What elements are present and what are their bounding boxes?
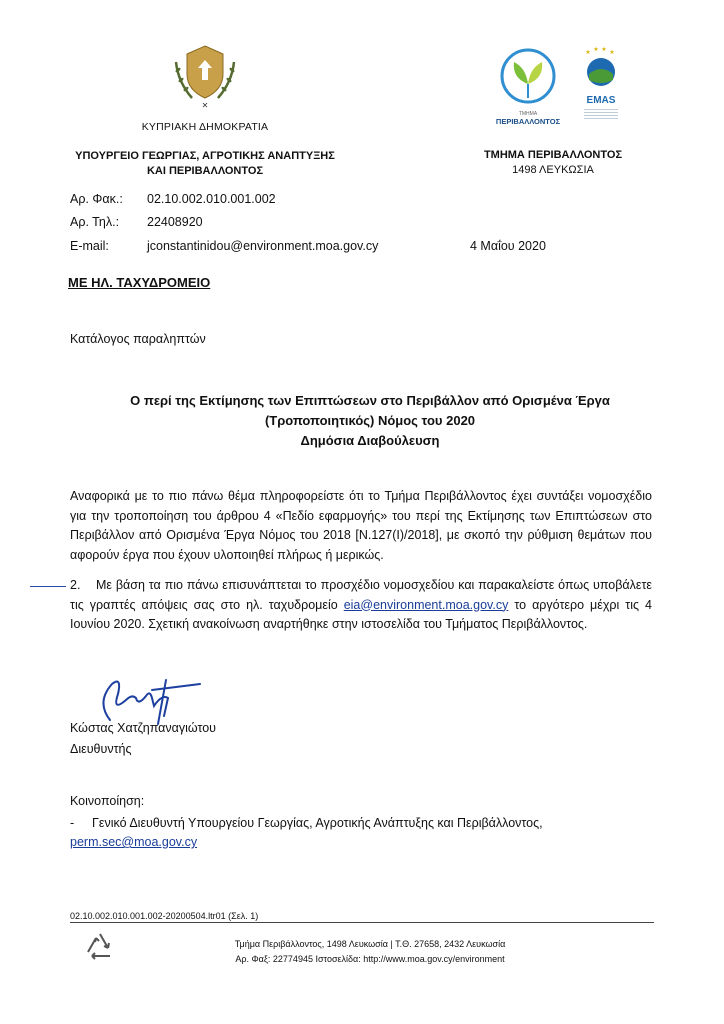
ministry-line-1: ΥΠΟΥΡΓΕΙΟ ΓΕΩΡΓΙΑΣ, ΑΓΡΟΤΙΚΗΣ ΑΝΑΠΤΥΞΗΣ [75,150,335,162]
signer-title: Διευθυντής [70,742,132,756]
footer-line-1: Τμήμα Περιβάλλοντος, 1498 Λευκωσία | Τ.Θ. 27658, 2432 Λευκωσία [234,939,506,949]
republic-name: ΚΥΠΡΙΑΚΗ ΔΗΜΟΚΡΑΤΙΑ [141,121,269,133]
file-number-value: 02.10.002.010.001.002 [147,192,276,206]
footer-line-2: Αρ. Φαξ: 22774945 Ιστοσελίδα: http://www.moa.gov.cy/environment [235,954,505,964]
cc-dash: - [70,816,75,830]
svg-text:★: ★ [609,49,615,56]
email-row [70,239,378,253]
subject-line-3: Δημόσια Διαβούλευση [300,433,440,448]
paragraph-2-text-a: Με βάση τα πιο πάνω επισυνάπτεται το προσχέδιο νομοσχεδίου και παρακαλείστε όπως υποβάλετε τις γραπτές απόψεις σας στο ηλ. ταχυδρομείο [70,578,652,612]
file-number-label: Αρ. Φακ.: [70,192,123,206]
paragraph-2-text-b: το αργότερο μέχρι τις 4 Ιουνίου 2020. Σχετική ανακοίνωση αναρτήθηκε στην ιστοσελίδα του Τμήματος Περιβάλλοντος. [70,597,652,631]
subject-line-1: Ο περί της Εκτίμησης των Επιπτώσεων στο Περιβάλλον από Ορισμένα Έργα [130,393,610,408]
logo-text-small: ΤΜΗΜΑ [518,111,538,117]
footer-contact [205,937,535,967]
subject-line-2: (Τροποποιητικός) Νόμος του 2020 [264,413,476,428]
department-logo [490,44,566,126]
logo-text: ΠΕΡΙΒΑΛΛΟΝΤΟΣ [495,117,561,126]
recipients-line: Κατάλογος παραληπτών [70,332,206,346]
body-paragraph-2 [70,576,652,635]
delivery-method: ΜΕ ΗΛ. ΤΑΧΥΔΡΟΜΕΙΟ [68,275,211,290]
emas-logo [576,44,626,120]
svg-text:✕: ✕ [201,101,209,110]
email-value: jconstantinidou@environment.moa.gov.cy [147,239,379,253]
ministry-header [40,120,370,179]
cc-recipient: Γενικό Διευθυντή Υπουργείου Γεωργίας, Αγροτικής Ανάπτυξης και Περιβάλλοντος, [92,816,543,830]
phone-row [70,215,203,229]
phone-value: 22408920 [147,215,203,229]
email-label: E-mail: [70,239,109,253]
emas-fine-print [584,109,618,121]
paragraph-number: 2. [70,578,81,592]
department-address: 1498 ΛΕΥΚΩΣΙΑ [512,164,594,176]
footer-divider [70,922,654,923]
cc-list-item [70,814,543,852]
signer-name: Κώστας Χατζηπαναγιώτου [70,721,217,735]
svg-text:★: ★ [601,46,607,53]
emas-label: EMAS [586,95,616,106]
ministry-line-2: ΚΑΙ ΠΕΡΙΒΑΛΛΟΝΤΟΣ [146,165,264,177]
phone-label: Αρ. Τηλ.: [70,215,120,229]
cc-title: Κοινοποίηση: [70,794,145,808]
document-reference: 02.10.002.010.001.002-20200504.ltr01 (Σελ. 1) [70,911,259,921]
svg-text:★: ★ [593,46,599,53]
file-number-row [70,192,276,206]
leaf-logo-icon [490,44,566,106]
recycle-icon [80,928,120,968]
body-paragraph-1: Αναφορικά με το πιο πάνω θέμα πληροφορείστε ότι το Τμήμα Περιβάλλοντος έχει συντάξει νομοσχέδιο για την τροποποίηση του άρθρου 4 «Πεδίο εφαρμογής» του περί της Εκτίμησης των Επιπτώσεων στο Περιβάλλον από Ορισμένα Έργα Νόμος του 2018 [Ν.127(Ι)/2018], με σκοπό την ρύθμιση θεμάτων που αφορούν έργα που έχουν υλοποιηθεί πλήρως ή μερικώς. [70,489,652,562]
signer-block [70,718,216,760]
svg-text:★: ★ [585,49,591,56]
letter-date: 4 Μαΐου 2020 [470,239,546,253]
department-header [448,148,658,178]
letter-subject [90,391,650,451]
emas-stars-icon [576,44,626,90]
margin-mark [30,586,66,587]
department-name: ΤΜΗΜΑ ΠΕΡΙΒΑΛΛΟΝΤΟΣ [483,149,623,161]
consultation-email-link[interactable]: eia@environment.moa.gov.cy [343,597,509,612]
cyprus-coat-of-arms-icon [168,40,242,110]
cc-email-link[interactable]: perm.sec@moa.gov.cy [70,835,198,849]
